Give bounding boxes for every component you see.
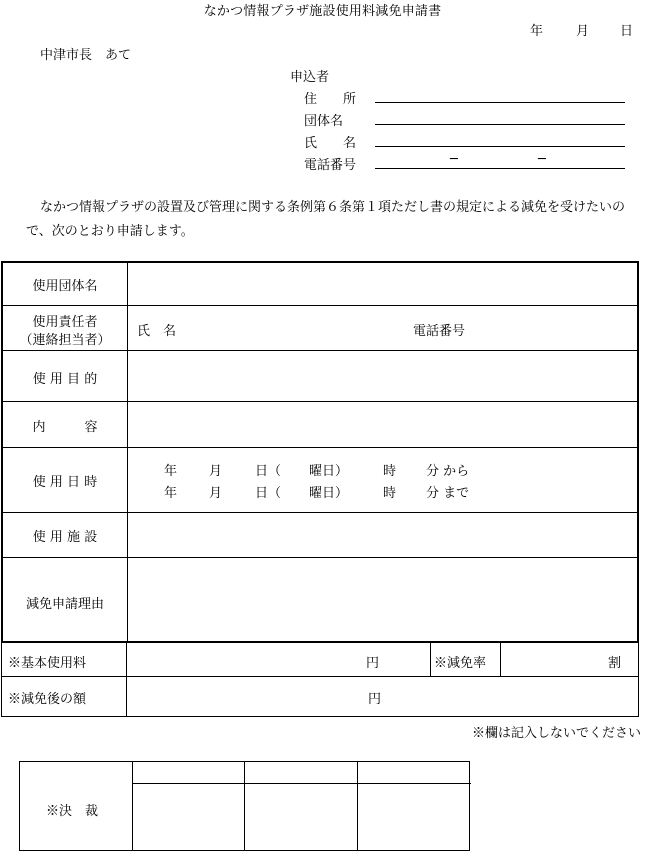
- document-title: なかつ情報プラザ施設使用料減免申請書: [203, 4, 442, 19]
- from-hour: 時: [383, 464, 397, 479]
- phone-field[interactable]: [375, 154, 625, 169]
- after-fee-label: ※減免後の額: [8, 692, 87, 707]
- applicant-label: 申込者: [290, 70, 330, 85]
- person-phone-label: 電話番号: [413, 324, 466, 339]
- facility-label: 使 用 施 設: [32, 530, 98, 545]
- to-weekday: 曜日）: [309, 486, 349, 501]
- to-minute: 分 まで: [426, 486, 470, 501]
- purpose-input[interactable]: [129, 351, 637, 401]
- name-field[interactable]: [375, 132, 625, 147]
- rate-label: ※減免率: [434, 656, 487, 671]
- fee-table: [1, 643, 639, 717]
- from-day: 日（: [255, 464, 282, 479]
- phone-dash-2: ─: [538, 152, 546, 167]
- from-weekday: 曜日）: [309, 464, 349, 479]
- org-name-label: 使用団体名: [32, 279, 98, 294]
- date-year: 年: [530, 24, 544, 39]
- person-name-label: 氏 名: [137, 324, 177, 339]
- org-label: 団体名: [304, 114, 344, 129]
- date-day: 日: [620, 24, 634, 39]
- intro-paragraph: なかつ情報プラザの設置及び管理に関する条例第６条第１項ただし書の規定による減免を受けたいので、次のとおり申請します。: [26, 200, 626, 239]
- responsible-label: 使用責任者: [32, 315, 98, 330]
- address-field[interactable]: [375, 88, 625, 103]
- to-year: 年: [164, 486, 178, 501]
- from-year: 年: [164, 464, 178, 479]
- base-fee-label: ※基本使用料: [8, 656, 87, 671]
- address-label: 住 所: [304, 92, 357, 107]
- content-input[interactable]: [129, 402, 637, 447]
- name-label: 氏 名: [304, 136, 357, 151]
- note-text: ※欄は記入しないでください: [471, 726, 641, 741]
- purpose-label: 使 用 目 的: [32, 372, 98, 387]
- after-fee-unit: 円: [368, 692, 382, 707]
- phone-dash-1: ─: [450, 152, 458, 167]
- datetime-label: 使 用 日 時: [32, 475, 98, 490]
- decision-label: ※決 裁: [46, 804, 99, 819]
- from-minute: 分 から: [426, 464, 470, 479]
- rate-unit: 割: [608, 656, 622, 671]
- from-month: 月: [209, 464, 223, 479]
- content-label: 内 容: [32, 420, 98, 435]
- org-field[interactable]: [375, 110, 625, 125]
- base-fee-unit: 円: [366, 656, 380, 671]
- facility-input[interactable]: [129, 513, 637, 557]
- to-month: 月: [209, 486, 223, 501]
- date-month: 月: [576, 24, 590, 39]
- org-name-input[interactable]: [129, 263, 637, 305]
- application-table: [1, 261, 639, 643]
- addressee: 中津市長 あて: [40, 48, 132, 63]
- reason-label: 減免申請理由: [25, 597, 104, 612]
- phone-label: 電話番号: [304, 158, 357, 173]
- contact-label: （連絡担当者）: [19, 333, 111, 348]
- reason-input[interactable]: [129, 558, 637, 641]
- to-day: 日（: [255, 486, 282, 501]
- decision-table: [19, 761, 470, 851]
- to-hour: 時: [383, 486, 397, 501]
